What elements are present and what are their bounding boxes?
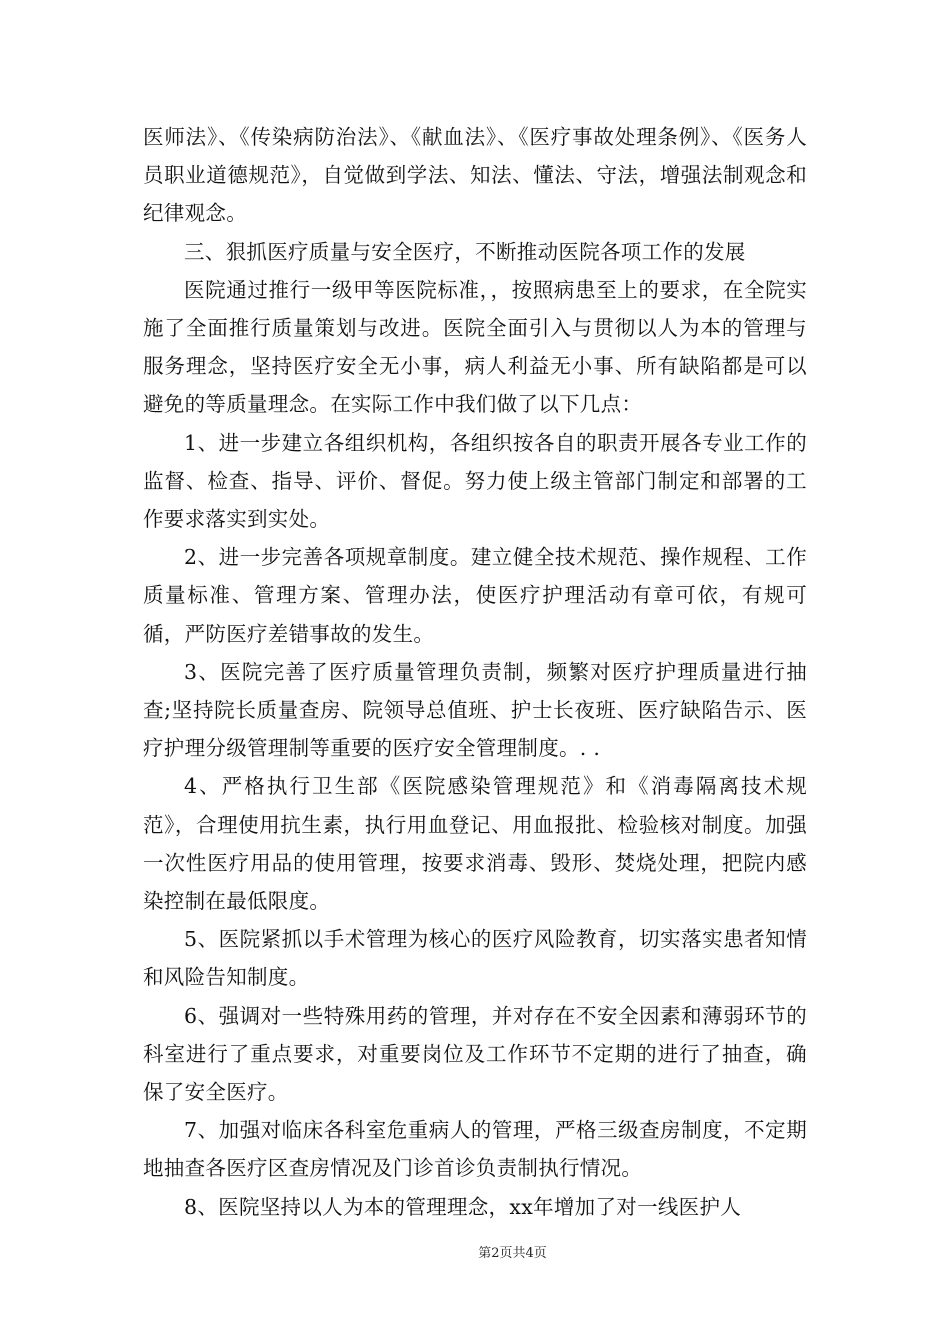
- page-footer: [0, 1242, 950, 1261]
- paragraph: 医院通过推行一级甲等医院标准，，按照病患至上的要求，在全院实施了全面推行质量策划与改进。医院全面引入与贯彻以人为本的管理与服务理念，坚持医疗安全无小事，病人利益无小事、所有缺陷都是可以避免的等质量理念。在实际工作中我们做了以下几点：: [143, 277, 807, 417]
- list-item: 3、医院完善了医疗质量管理负责制，频繁对医疗护理质量进行抽查;坚持院长质量查房、院领导总值班、护士长夜班、医疗缺陷告示、医疗护理分级管理制等重要的医疗安全管理制度。. .: [143, 659, 807, 761]
- paragraph-continuation: 医师法》、《传染病防治法》、《献血法》、《医疗事故处理条例》、《医务人员职业道德规范》，自觉做到学法、知法、懂法、守法，增强法制观念和纪律观念。: [143, 125, 807, 226]
- section-heading: 三、狠抓医疗质量与安全医疗，不断推动医院各项工作的发展: [184, 239, 746, 264]
- list-item: 5、医院紧抓以手术管理为核心的医疗风险教育，切实落实患者知情和风险告知制度。: [143, 927, 807, 990]
- list-item: 2、进一步完善各项规章制度。建立健全技术规范、操作规程、工作质量标准、管理方案、管理办法，使医疗护理活动有章可依，有规可循，严防医疗差错事故的发生。: [143, 545, 807, 646]
- list-item: 7、加强对临床各科室危重病人的管理，严格三级查房制度，不定期地抽查各医疗区查房情况及门诊首诊负责制执行情况。: [143, 1118, 807, 1181]
- page-number: 第2页共4页: [478, 1246, 547, 1261]
- document-body: [143, 118, 807, 1226]
- list-item: 6、强调对一些特殊用药的管理，并对存在不安全因素和薄弱环节的科室进行了重点要求，对重要岗位及工作环节不定期的进行了抽查，确保了安全医疗。: [143, 1003, 807, 1105]
- list-item: 8、医院坚持以人为本的管理理念，xx年增加了对一线医护人: [184, 1194, 742, 1219]
- list-item: 4、严格执行卫生部《医院感染管理规范》和《消毒隔离技术规范》，合理使用抗生素，执行用血登记、用血报批、检验核对制度。加强一次性医疗用品的使用管理，按要求消毒、毁形、焚烧处理，把院内感染控制在最低限度。: [143, 774, 807, 914]
- list-item: 1、进一步建立各组织机构，各组织按各自的职责开展各专业工作的监督、检查、指导、评价、督促。努力使上级主管部门制定和部署的工作要求落实到实处。: [143, 430, 807, 532]
